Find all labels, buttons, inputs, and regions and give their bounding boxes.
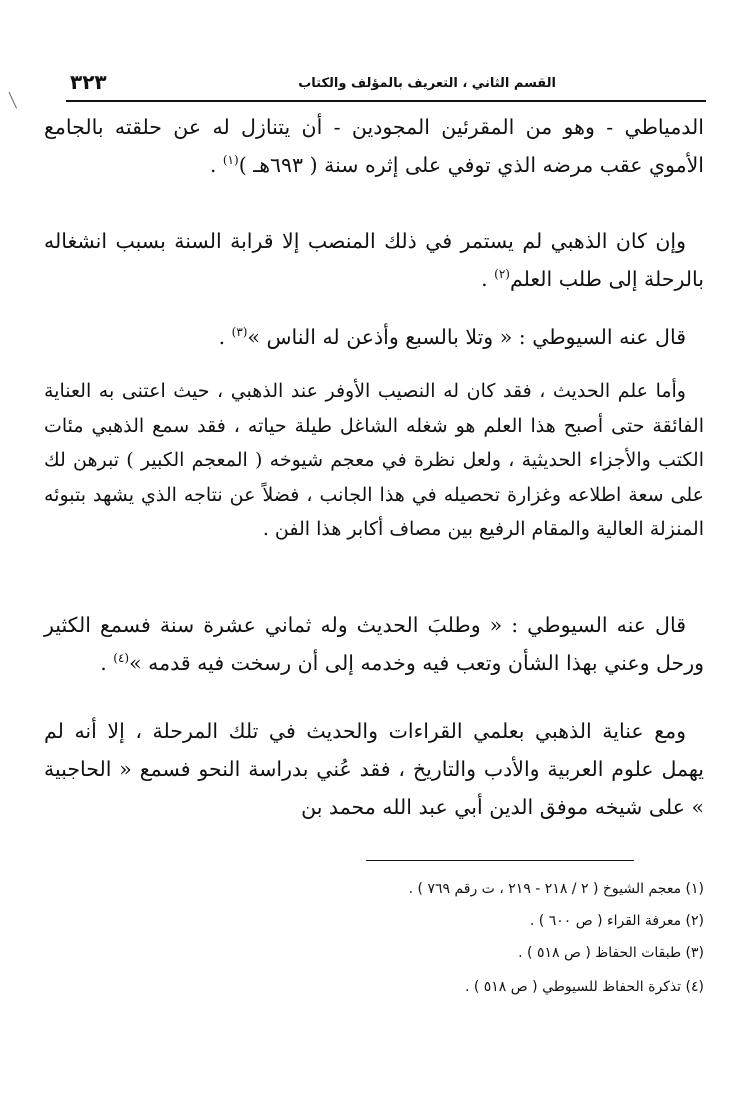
footnote-ref-1: (١) <box>222 153 239 168</box>
paragraph-2-text: وإن كان الذهبي لم يستمر في ذلك المنصب إلا قرابة السنة بسبب انشغاله بالرحلة إلى طلب العلم <box>44 229 704 291</box>
paragraph-2 <box>44 222 704 298</box>
footnote-2: (٢) معرفة القراء ( ص ٦٠٠ ) . <box>529 913 704 929</box>
paragraph-3-end: . <box>218 325 232 349</box>
page-number: ٣٢٣ <box>70 70 107 94</box>
footnote-ref-2: (٢) <box>494 267 510 282</box>
footnote-1: (١) معجم الشيوخ ( ٢ / ٢١٨ - ٢١٩ ، ت رقم ٧٦٩ ) . <box>408 881 704 897</box>
paragraph-2-end: . <box>481 267 495 291</box>
paragraph-4 <box>44 374 704 547</box>
header-title: القسم الثاني ، التعريف بالمؤلف والكتاب <box>298 76 556 91</box>
footnote-separator <box>366 860 634 861</box>
paragraph-6-text: ومع عناية الذهبي بعلمي القراءات والحديث في تلك المرحلة ، إلا أنه لم يهمل علوم العربية والأدب والتاريخ ، فقد عُني بدراسة النحو فسمع « الحاجبية » على شيخه موفق الدين أبي عبد الله محمد بن <box>44 719 704 819</box>
footnote-4: (٤) تذكرة الحفاظ للسيوطي ( ص ٥١٨ ) . <box>464 979 704 995</box>
paragraph-6 <box>44 712 704 826</box>
paragraph-1-end: . <box>209 153 223 177</box>
paragraph-1 <box>44 108 704 184</box>
paragraph-5-end: . <box>100 651 114 675</box>
running-header <box>66 66 706 102</box>
paragraph-3-text: قال عنه السيوطي : « وتلا بالسبع وأذعن له الناس » <box>247 325 686 349</box>
paragraph-5-text: قال عنه السيوطي : « وطلبَ الحديث وله ثماني عشرة سنة فسمع الكثير ورحل وعني بهذا الشأن وتعب فيه وخدمه إلى أن رسخت فيه قدمه » <box>44 613 704 675</box>
paragraph-4-text: وأما علم الحديث ، فقد كان له النصيب الأوفر عند الذهبي ، حيث اعتنى به العناية الفائقة حتى أصبح هذا العلم هو شغله الشاغل طيلة حياته ، فقد سمع الذهبي مئات الكتب والأجزاء الحديثية ، ولعل نظرة في معجم شيوخه ( المعجم الكبير ) تبرهن لك على سعة اطلاعه وغزارة تحصيله في هذا الجانب ، فضلاً عن نتاجه الذي يشهد بتبوئه المنزلة العالية والمقام الرفيع بين مصاف أكابر هذا الفن . <box>44 380 704 540</box>
footnote-3: (٣) طبقات الحفاظ ( ص ٥١٨ ) . <box>518 945 704 961</box>
scan-edge-mark <box>9 89 23 108</box>
footnote-ref-3: (٣) <box>231 325 248 340</box>
paragraph-5 <box>44 606 704 682</box>
paragraph-3 <box>44 318 704 356</box>
footnote-ref-4: (٤) <box>113 651 130 666</box>
paragraph-1-text: الدمياطي - وهو من المقرئين المجودين - أن يتنازل له عن حلقته بالجامع الأموي عقب مرضه الذي توفي على إثره سنة ( ٦٩٣هـ ) <box>44 115 704 177</box>
